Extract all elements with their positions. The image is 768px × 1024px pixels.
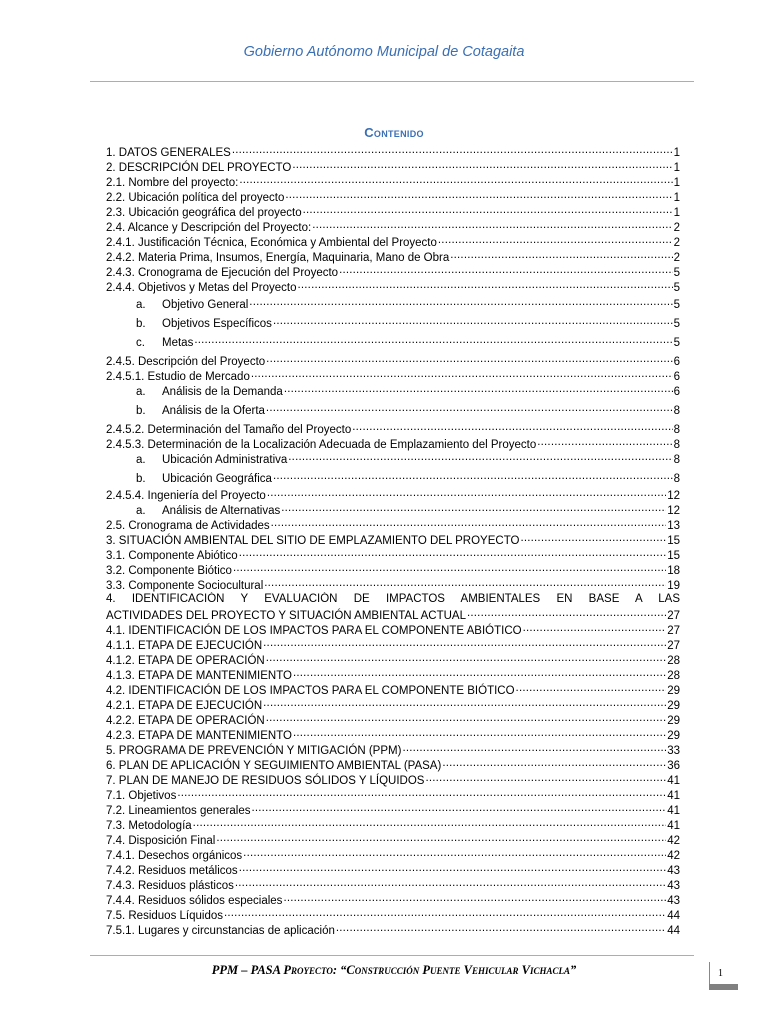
toc-entry-page: 5 <box>673 337 680 349</box>
toc-entry[interactable] <box>106 249 680 264</box>
footer-prefix: PPM – PASA <box>211 963 284 977</box>
toc-entry-page: 18 <box>667 565 680 577</box>
toc-dot-leader <box>292 159 672 171</box>
toc-entry-page: 5 <box>673 318 680 330</box>
toc-entry-title: 4.2. IDENTIFICACIÓN DE LOS IMPACTOS PARA EL COMPONENTE BIÓTICO <box>106 685 515 697</box>
toc-entry-page: 6 <box>673 371 680 383</box>
toc-entry-title: Objetivos Específicos <box>162 318 272 330</box>
toc-dot-leader <box>450 249 672 261</box>
toc-entry[interactable] <box>106 682 680 697</box>
toc-dot-leader <box>239 174 672 186</box>
toc-entry-page: 6 <box>673 356 680 368</box>
toc-dot-leader <box>266 652 666 664</box>
toc-dot-leader <box>467 607 666 619</box>
toc-dot-leader <box>263 637 666 649</box>
toc-entry[interactable] <box>106 517 680 532</box>
toc-entry[interactable] <box>106 264 680 279</box>
toc-entry[interactable] <box>106 487 680 502</box>
toc-entry-page: 28 <box>667 670 680 682</box>
toc-entry-marker: b. <box>136 318 146 330</box>
toc-entry-title: 4.1.2. ETAPA DE OPERACIÓN <box>106 655 265 667</box>
toc-entry[interactable] <box>106 907 680 922</box>
table-of-contents <box>106 144 680 937</box>
toc-entry-title: 4.2.1. ETAPA DE EJECUCIÓN <box>106 700 263 712</box>
toc-entry-page: 6 <box>673 386 680 398</box>
toc-entry-page: 36 <box>667 760 680 772</box>
toc-entry-title: 2.4.5.4. Ingeniería del Proyecto <box>106 490 266 502</box>
toc-entry[interactable] <box>106 279 680 294</box>
toc-dot-leader <box>273 470 673 482</box>
toc-entry-title: 2.4.4. Objetivos y Metas del Proyecto <box>106 282 297 294</box>
toc-entry-page: 42 <box>667 835 680 847</box>
toc-entry-title: 5. PROGRAMA DE PREVENCIÓN Y MITIGACIÓN (PPM) <box>106 745 402 757</box>
toc-entry-page: 12 <box>667 490 680 502</box>
toc-entry-title: 4. IDENTIFICACIÓN Y EVALUACIÓN DE IMPACTOS AMBIENTALES EN BASE A LAS <box>106 593 680 605</box>
toc-entry[interactable] <box>106 592 680 607</box>
toc-dot-leader <box>194 334 672 346</box>
toc-entry[interactable] <box>106 451 680 466</box>
toc-entry-page: 5 <box>673 282 680 294</box>
toc-entry[interactable] <box>106 189 680 204</box>
toc-entry-title: 3.3. Componente Sociocultural <box>106 580 264 592</box>
toc-entry-title: Análisis de Alternativas <box>162 505 281 517</box>
toc-entry-page: 5 <box>673 267 680 279</box>
toc-entry-page: 27 <box>667 625 680 637</box>
toc-entry-title: 7.5.1. Lugares y circunstancias de aplicación <box>106 925 335 937</box>
toc-entry[interactable] <box>106 817 680 832</box>
footer-label: Proyecto <box>283 963 333 977</box>
toc-entry-title: 4.1. IDENTIFICACIÓN DE LOS IMPACTOS PARA EL COMPONENTE ABIÓTICO <box>106 625 522 637</box>
toc-entry-page: 29 <box>667 715 680 727</box>
toc-dot-leader <box>267 487 666 499</box>
toc-entry-title: Análisis de la Demanda <box>162 386 283 398</box>
toc-dot-leader <box>336 922 666 934</box>
toc-entry-page: 43 <box>667 880 680 892</box>
toc-entry[interactable] <box>106 383 680 398</box>
toc-entry-page: 44 <box>667 925 680 937</box>
toc-entry[interactable] <box>106 697 680 712</box>
toc-entry-title: 1. DATOS GENERALES <box>106 147 231 159</box>
toc-dot-leader <box>252 802 667 814</box>
toc-entry-title: 7.2. Lineamientos generales <box>106 805 251 817</box>
toc-entry[interactable] <box>106 757 680 772</box>
toc-entry-marker: a. <box>136 386 146 398</box>
toc-entry-title: 2.5. Cronograma de Actividades <box>106 520 270 532</box>
toc-entry-title: 2.4.5. Descripción del Proyecto <box>106 356 266 368</box>
toc-entry-title: 7.5. Residuos Líquidos <box>106 910 223 922</box>
toc-entry[interactable] <box>106 862 680 877</box>
toc-dot-leader <box>288 451 672 463</box>
toc-entry-page: 1 <box>673 162 680 174</box>
toc-entry-title: Objetivo General <box>162 299 249 311</box>
toc-dot-leader <box>239 862 667 874</box>
footer-project-title <box>0 963 768 978</box>
toc-entry-title: 2.4.5.2. Determinación del Tamaño del Proyecto <box>106 424 352 436</box>
toc-dot-leader <box>263 697 666 709</box>
toc-dot-leader <box>339 264 673 276</box>
toc-entry[interactable] <box>106 315 680 330</box>
toc-entry[interactable] <box>106 667 680 682</box>
toc-entry-title: 6. PLAN DE APLICACIÓN Y SEGUIMIENTO AMBIENTAL (PASA) <box>106 760 442 772</box>
toc-dot-leader <box>266 712 666 724</box>
toc-entry-page: 29 <box>667 730 680 742</box>
toc-entry-title: 2.4.3. Cronograma de Ejecución del Proyecto <box>106 267 339 279</box>
toc-dot-leader <box>442 757 666 769</box>
toc-heading: Contenido <box>364 125 424 140</box>
toc-entry-page: 41 <box>667 820 680 832</box>
toc-dot-leader <box>283 892 666 904</box>
toc-entry-title: 2.4. Alcance y Descripción del Proyecto: <box>106 222 312 234</box>
toc-entry[interactable] <box>106 802 680 817</box>
toc-entry[interactable] <box>106 334 680 349</box>
toc-entry-title: 7. PLAN DE MANEJO DE RESIDUOS SÓLIDOS Y LÍQUIDOS <box>106 775 425 787</box>
toc-entry-title: ACTIVIDADES DEL PROYECTO Y SITUACIÓN AMBIENTAL ACTUAL <box>106 610 466 622</box>
toc-dot-leader <box>251 368 673 380</box>
toc-entry-page: 8 <box>673 405 680 417</box>
toc-entry[interactable] <box>106 436 680 451</box>
footer-rule <box>90 955 694 956</box>
toc-entry[interactable] <box>106 652 680 667</box>
toc-entry[interactable] <box>106 353 680 368</box>
toc-entry-title: Ubicación Administrativa <box>162 454 288 466</box>
toc-dot-leader <box>402 742 666 754</box>
toc-entry-page: 1 <box>673 192 680 204</box>
toc-entry-page: 2 <box>673 222 680 234</box>
toc-dot-leader <box>273 315 673 327</box>
toc-entry-page: 1 <box>673 207 680 219</box>
toc-entry[interactable] <box>106 712 680 727</box>
toc-entry-page: 2 <box>673 237 680 249</box>
toc-dot-leader <box>537 436 672 448</box>
toc-entry-page: 8 <box>673 424 680 436</box>
toc-entry-page: 8 <box>673 439 680 451</box>
toc-entry[interactable] <box>106 532 680 547</box>
toc-entry-title: 3. SITUACIÓN AMBIENTAL DEL SITIO DE EMPLAZAMIENTO DEL PROYECTO <box>106 535 520 547</box>
toc-entry[interactable] <box>106 787 680 802</box>
toc-entry-title: 2.1. Nombre del proyecto: <box>106 177 239 189</box>
toc-entry-page: 44 <box>667 910 680 922</box>
toc-dot-leader <box>352 421 672 433</box>
toc-dot-leader <box>285 189 672 201</box>
toc-entry[interactable] <box>106 144 680 159</box>
toc-dot-leader <box>271 517 667 529</box>
toc-entry[interactable] <box>106 562 680 577</box>
toc-entry-title: Análisis de la Oferta <box>162 405 265 417</box>
toc-entry[interactable] <box>106 727 680 742</box>
toc-entry-marker: a. <box>136 454 146 466</box>
toc-entry-title: 2.4.2. Materia Prima, Insumos, Energía, Maquinaria, Mano de Obra <box>106 252 450 264</box>
toc-entry-title: Metas <box>162 337 194 349</box>
toc-dot-leader <box>520 532 666 544</box>
toc-entry[interactable] <box>106 892 680 907</box>
toc-dot-leader <box>264 577 666 589</box>
toc-entry[interactable] <box>106 174 680 189</box>
toc-entry-page: 1 <box>673 177 680 189</box>
toc-entry-continuation[interactable] <box>106 607 680 622</box>
toc-entry-page: 29 <box>667 700 680 712</box>
toc-dot-leader <box>303 204 673 216</box>
toc-entry-title: 2.2. Ubicación política del proyecto <box>106 192 285 204</box>
toc-entry[interactable] <box>106 402 680 417</box>
toc-entry[interactable] <box>106 742 680 757</box>
toc-entry-page: 15 <box>667 550 680 562</box>
page-number-bar <box>709 984 738 990</box>
toc-entry-title: 4.2.2. ETAPA DE OPERACIÓN <box>106 715 265 727</box>
toc-dot-leader <box>523 622 667 634</box>
toc-entry[interactable] <box>106 368 680 383</box>
toc-entry-page: 41 <box>667 805 680 817</box>
toc-entry-marker: c. <box>136 337 145 349</box>
toc-dot-leader <box>281 502 666 514</box>
toc-dot-leader <box>177 787 666 799</box>
toc-entry-page: 2 <box>673 252 680 264</box>
toc-entry[interactable] <box>106 470 680 485</box>
toc-dot-leader <box>438 234 673 246</box>
footer-quote: : “Construcción Puente Vehicular Vichacla” <box>332 963 577 977</box>
toc-dot-leader <box>239 547 667 559</box>
toc-dot-leader <box>232 144 673 156</box>
toc-entry-page: 5 <box>673 299 680 311</box>
toc-dot-leader <box>235 877 666 889</box>
toc-entry-title: 4.2.3. ETAPA DE MANTENIMIENTO <box>106 730 292 742</box>
toc-entry[interactable] <box>106 296 680 311</box>
toc-entry[interactable] <box>106 204 680 219</box>
toc-entry-page: 27 <box>667 610 680 622</box>
toc-entry-page: 43 <box>667 865 680 877</box>
toc-entry[interactable] <box>106 234 680 249</box>
page-header-title: Gobierno Autónomo Municipal de Cotagaita <box>243 44 525 60</box>
toc-entry[interactable] <box>106 877 680 892</box>
toc-entry-title: 2.4.5.3. Determinación de la Localización Adecuada de Emplazamiento del Proyecto <box>106 439 537 451</box>
toc-entry-page: 8 <box>673 473 680 485</box>
toc-entry-title: 2.3. Ubicación geográfica del proyecto <box>106 207 302 219</box>
toc-entry[interactable] <box>106 219 680 234</box>
page-number-box <box>709 962 738 986</box>
toc-entry-page: 43 <box>667 895 680 907</box>
toc-entry[interactable] <box>106 159 680 174</box>
toc-dot-leader <box>233 562 666 574</box>
toc-dot-leader <box>193 817 667 829</box>
toc-dot-leader <box>284 383 673 395</box>
toc-entry-page: 1 <box>673 147 680 159</box>
toc-entry-title: 4.1.3. ETAPA DE MANTENIMIENTO <box>106 670 292 682</box>
toc-entry-page: 19 <box>667 580 680 592</box>
toc-entry-title: 7.4.1. Desechos orgánicos <box>106 850 243 862</box>
toc-entry[interactable] <box>106 637 680 652</box>
toc-entry-title: 7.1. Objetivos <box>106 790 177 802</box>
toc-entry-page: 33 <box>667 745 680 757</box>
toc-entry[interactable] <box>106 847 680 862</box>
toc-dot-leader <box>425 772 666 784</box>
toc-entry-title: 3.2. Componente Biótico <box>106 565 232 577</box>
toc-dot-leader <box>516 682 667 694</box>
toc-entry-page: 41 <box>667 790 680 802</box>
header-rule <box>90 81 694 82</box>
toc-entry[interactable] <box>106 832 680 847</box>
toc-dot-leader <box>293 727 666 739</box>
toc-entry-page: 8 <box>673 454 680 466</box>
toc-entry-title: 7.3. Metodología <box>106 820 192 832</box>
toc-entry[interactable] <box>106 577 680 592</box>
toc-entry[interactable] <box>106 622 680 637</box>
toc-dot-leader <box>266 353 672 365</box>
toc-entry-title: 7.4.3. Residuos plásticos <box>106 880 234 892</box>
toc-entry-marker: a. <box>136 299 146 311</box>
toc-dot-leader <box>216 832 666 844</box>
toc-entry-title: 3.1. Componente Abiótico <box>106 550 238 562</box>
toc-entry-marker: a. <box>136 505 146 517</box>
toc-dot-leader <box>312 219 672 231</box>
toc-entry-title: 2.4.5.1. Estudio de Mercado <box>106 371 250 383</box>
toc-entry-page: 28 <box>667 655 680 667</box>
toc-entry-title: 7.4. Disposición Final <box>106 835 216 847</box>
toc-entry[interactable] <box>106 421 680 436</box>
toc-dot-leader <box>224 907 666 919</box>
toc-dot-leader <box>243 847 666 859</box>
toc-entry-marker: b. <box>136 473 146 485</box>
toc-dot-leader <box>297 279 672 291</box>
toc-dot-leader <box>266 402 673 414</box>
toc-entry-marker: b. <box>136 405 146 417</box>
toc-entry[interactable] <box>106 772 680 787</box>
toc-entry[interactable] <box>106 502 680 517</box>
toc-entry-page: 42 <box>667 850 680 862</box>
toc-entry-title: Ubicación Geográfica <box>162 473 272 485</box>
toc-entry-page: 12 <box>667 505 680 517</box>
toc-entry-title: 7.4.2. Residuos metálicos <box>106 865 238 877</box>
toc-entry-page: 27 <box>667 640 680 652</box>
toc-entry-page: 41 <box>667 775 680 787</box>
toc-entry[interactable] <box>106 922 680 937</box>
toc-entry-page: 29 <box>667 685 680 697</box>
toc-entry-page: 13 <box>667 520 680 532</box>
toc-dot-leader <box>249 296 672 308</box>
toc-dot-leader <box>293 667 666 679</box>
toc-entry-title: 2.4.1. Justificación Técnica, Económica y Ambiental del Proyecto <box>106 237 437 249</box>
toc-entry-page: 15 <box>667 535 680 547</box>
toc-entry[interactable] <box>106 547 680 562</box>
page-number: 1 <box>718 968 723 979</box>
toc-entry-title: 4.1.1. ETAPA DE EJECUCIÓN <box>106 640 263 652</box>
toc-entry-title: 7.4.4. Residuos sólidos especiales <box>106 895 283 907</box>
toc-entry-title: 2. DESCRIPCIÓN DEL PROYECTO <box>106 162 292 174</box>
